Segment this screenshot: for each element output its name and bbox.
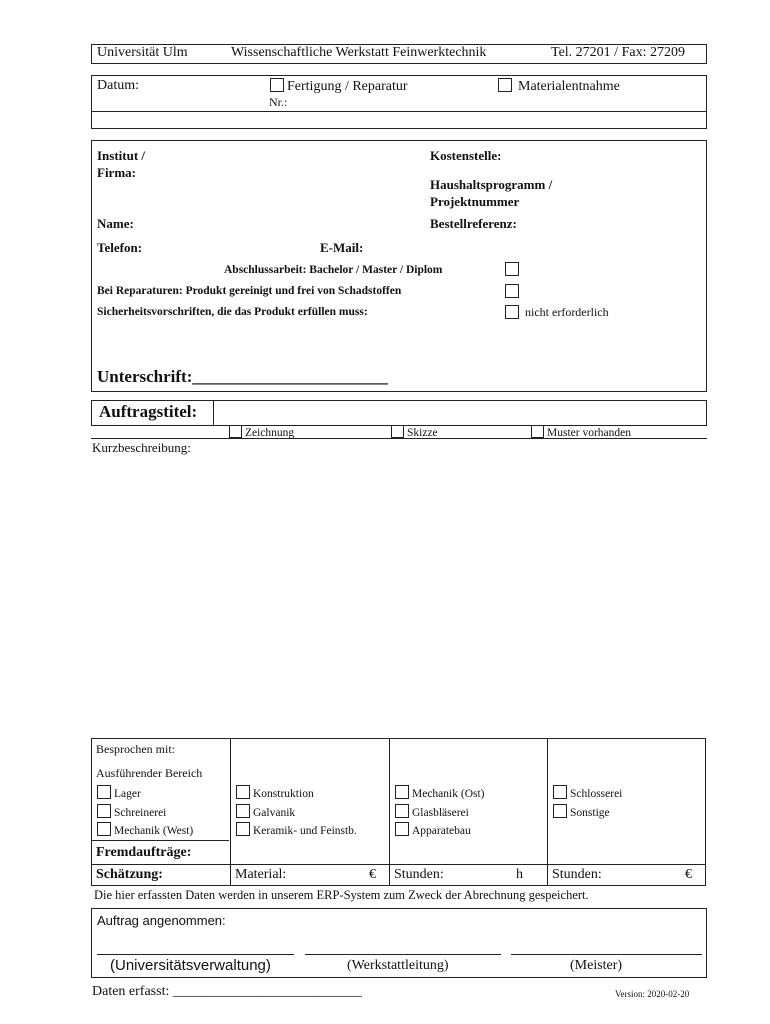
auftragstitel-label: Auftragstitel: <box>99 402 198 421</box>
material-label: Materialentnahme <box>518 79 620 94</box>
bestellref-label: Bestellreferenz: <box>430 216 517 231</box>
galvanik-label: Galvanik <box>253 807 296 819</box>
date-label: Datum: <box>97 78 139 93</box>
fertigung-option[interactable] <box>270 78 408 95</box>
schreinerei-checkbox[interactable] <box>97 804 111 818</box>
zeichnung-option[interactable] <box>229 425 294 439</box>
konstruktion-checkbox[interactable] <box>236 785 250 799</box>
lager-checkbox[interactable] <box>97 785 111 799</box>
mechanik-west-option[interactable] <box>97 822 193 837</box>
version-label: Version: 2020-02-20 <box>615 989 690 999</box>
mechanik-ost-label: Mechanik (Ost) <box>412 788 485 800</box>
stunden-label-1: Stunden: <box>394 867 444 882</box>
keramik-checkbox[interactable] <box>236 822 250 836</box>
mechanik-ost-option[interactable] <box>395 785 485 800</box>
mechanik-ost-checkbox[interactable] <box>395 785 409 799</box>
keramik-label: Keramik- und Feinstb. <box>253 825 357 837</box>
daten-erfasst-label: Daten erfasst: ___________________________ <box>92 984 362 999</box>
workshop-name: Wissenschaftliche Werkstatt Feinwerktechnik <box>231 45 487 60</box>
abschluss-label: Abschlussarbeit: Bachelor / Master / Diplom <box>224 264 443 276</box>
apparatebau-option[interactable] <box>395 822 471 837</box>
firma-label: Firma: <box>97 165 136 180</box>
glasblaeserei-option[interactable] <box>395 804 469 819</box>
skizze-option[interactable] <box>391 425 438 439</box>
sicherheit-label: Sicherheitsvorschriften, die das Produkt erfüllen muss: <box>97 306 368 318</box>
material-checkbox[interactable] <box>498 78 512 92</box>
university-name: Universität Ulm <box>97 45 188 60</box>
universitaetsverwaltung-label: (Universitätsverwaltung) <box>110 957 271 974</box>
werkstattleitung-label: (Werkstattleitung) <box>347 958 449 973</box>
zeichnung-label: Zeichnung <box>245 427 295 439</box>
nicht-erforderlich-label: nicht erforderlich <box>525 305 609 319</box>
apparatebau-checkbox[interactable] <box>395 822 409 836</box>
material-option[interactable] <box>498 78 620 95</box>
schaetzung-label: Schätzung: <box>96 867 163 882</box>
reparatur-checkbox[interactable] <box>505 284 519 298</box>
lager-label: Lager <box>114 788 141 800</box>
sicherheit-checkbox[interactable] <box>505 305 519 319</box>
schlosserei-option[interactable] <box>553 785 622 800</box>
phone-fax: Tel. 27201 / Fax: 27209 <box>551 45 685 60</box>
hours-unit: h <box>516 867 523 882</box>
muster-checkbox[interactable] <box>531 425 544 438</box>
schlosserei-label: Schlosserei <box>570 788 623 800</box>
schreinerei-option[interactable] <box>97 804 166 819</box>
zeichnung-checkbox[interactable] <box>229 425 242 438</box>
nr-label: Nr.: <box>269 95 288 109</box>
galvanik-option[interactable] <box>236 804 295 819</box>
telefon-label: Telefon: <box>97 240 143 255</box>
mechanik-west-label: Mechanik (West) <box>114 825 194 837</box>
muster-option[interactable] <box>531 425 631 439</box>
angenommen-label: Auftrag angenommen: <box>97 913 226 928</box>
fertigung-checkbox[interactable] <box>270 78 284 92</box>
name-label: Name: <box>97 216 134 231</box>
sonstige-option[interactable] <box>553 804 610 819</box>
besprochen-label: Besprochen mit: <box>96 742 175 756</box>
muster-label: Muster vorhanden <box>547 427 631 439</box>
sonstige-checkbox[interactable] <box>553 804 567 818</box>
unterschrift-label: Unterschrift:_______________________ <box>97 367 388 386</box>
keramik-option[interactable] <box>236 822 357 837</box>
stunden-label-2: Stunden: <box>552 867 602 882</box>
lager-option[interactable] <box>97 785 141 800</box>
galvanik-checkbox[interactable] <box>236 804 250 818</box>
reparatur-label: Bei Reparaturen: Produkt gereinigt und frei von Schadstoffen <box>97 285 402 297</box>
fertigung-label: Fertigung / Reparatur <box>287 79 408 94</box>
stunden-euro: € <box>685 867 692 882</box>
glasblaeserei-label: Glasbläserei <box>412 807 469 819</box>
glasblaeserei-checkbox[interactable] <box>395 804 409 818</box>
projekt-label: Projektnummer <box>430 194 520 209</box>
meister-label: (Meister) <box>570 958 623 973</box>
konstruktion-option[interactable] <box>236 785 314 800</box>
abschluss-checkbox[interactable] <box>505 262 519 276</box>
schreinerei-label: Schreinerei <box>114 807 167 819</box>
email-label: E-Mail: <box>320 240 364 255</box>
skizze-label: Skizze <box>407 427 438 439</box>
schlosserei-checkbox[interactable] <box>553 785 567 799</box>
material-euro: € <box>369 867 376 882</box>
fremdauftraege-label: Fremdaufträge: <box>96 845 192 860</box>
sonstige-label: Sonstige <box>570 807 610 819</box>
kurzbeschreibung-label: Kurzbeschreibung: <box>92 440 191 455</box>
skizze-checkbox[interactable] <box>391 425 404 438</box>
mechanik-west-checkbox[interactable] <box>97 822 111 836</box>
bereich-label: Ausführender Bereich <box>96 766 203 780</box>
apparatebau-label: Apparatebau <box>412 825 471 837</box>
institut-label: Institut / <box>97 148 146 163</box>
erp-note: Die hier erfassten Daten werden in unserem ERP-System zum Zweck der Abrechnung gespeichert. <box>94 888 589 902</box>
kostenstelle-label: Kostenstelle: <box>430 148 502 163</box>
haushalt-label: Haushaltsprogramm / <box>430 177 553 192</box>
konstruktion-label: Konstruktion <box>253 788 314 800</box>
material-cost-label: Material: <box>235 867 287 882</box>
